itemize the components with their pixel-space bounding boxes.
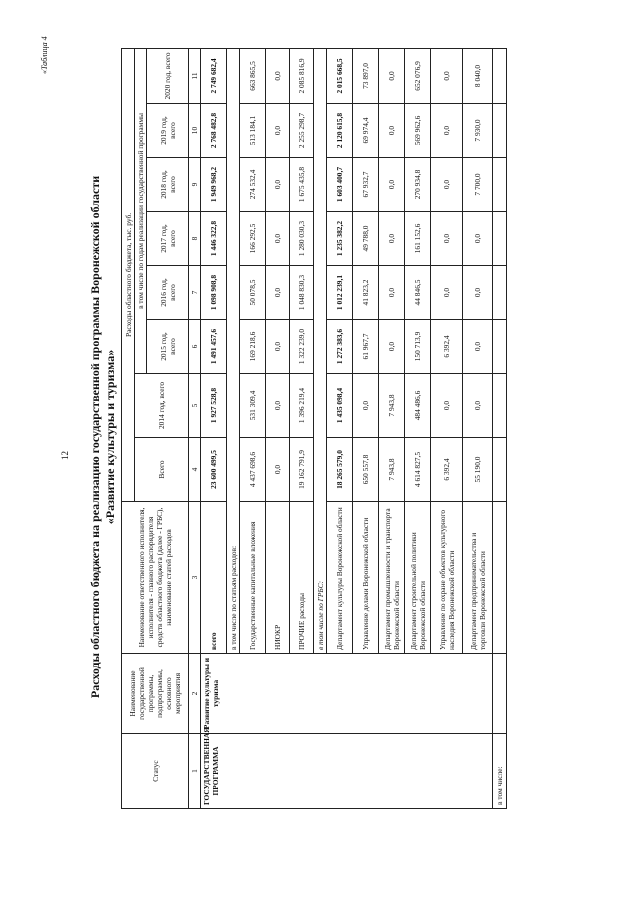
column-index: 2: [189, 654, 201, 734]
header-2017: 2017 год, всего: [147, 212, 189, 266]
row-name: в том числе по ГРБС:: [314, 48, 327, 653]
value-cell: 1 675 435,8: [290, 158, 314, 212]
value-cell: 1 927 528,8: [201, 374, 227, 438]
value-cell: 69 974,4: [353, 104, 379, 158]
page-title: Расходы областного бюджета на реализацию государственной программы Воронежской области: [88, 175, 102, 699]
column-index: 4: [189, 438, 201, 502]
empty-cell: [493, 48, 507, 103]
value-cell: 49 788,0: [353, 212, 379, 266]
header-2016: 2016 год, всего: [147, 266, 189, 320]
row-name: Департамент культуры Воронежской области: [327, 502, 353, 654]
value-cell: 4 437 698,6: [240, 438, 266, 502]
value-cell: 531 309,4: [240, 374, 266, 438]
empty-cell: [493, 212, 507, 266]
table-label: «Таблица 4: [40, 36, 49, 74]
table-row: [493, 48, 507, 808]
empty-cell: [493, 502, 507, 654]
empty-cell: [493, 158, 507, 212]
row-name: Департамент промышленности и транспорта Воронежской области: [379, 502, 405, 654]
value-cell: 2 015 668,5: [327, 48, 353, 103]
value-cell: 1 235 382,2: [327, 212, 353, 266]
value-cell: 0,0: [379, 320, 405, 374]
header-2014: 2014 год, всего: [135, 374, 189, 438]
value-cell: 41 823,2: [353, 266, 379, 320]
value-cell: 652 076,9: [405, 48, 431, 103]
value-cell: 0,0: [266, 438, 290, 502]
value-cell: 7 943,8: [379, 438, 405, 502]
column-index: 5: [189, 374, 201, 438]
value-cell: 1 446 322,8: [201, 212, 227, 266]
value-cell: 1 603 400,7: [327, 158, 353, 212]
empty-cell: [493, 654, 507, 734]
value-cell: 0,0: [266, 48, 290, 103]
value-cell: 270 934,8: [405, 158, 431, 212]
column-index: 1: [189, 734, 201, 809]
value-cell: 7 700,0: [463, 158, 493, 212]
value-cell: 7 930,0: [463, 104, 493, 158]
header-2018: 2018 год, всего: [147, 158, 189, 212]
value-cell: 7 943,8: [379, 374, 405, 438]
row-name: Управление делами Воронежской области: [353, 502, 379, 654]
value-cell: 19 162 791,9: [290, 438, 314, 502]
column-index: 6: [189, 320, 201, 374]
value-cell: 0,0: [431, 104, 463, 158]
value-cell: 0,0: [463, 212, 493, 266]
value-cell: 1 396 219,4: [290, 374, 314, 438]
value-cell: 50 078,5: [240, 266, 266, 320]
value-cell: 569 962,6: [405, 104, 431, 158]
header-program-name: Наименование государственной программы, подпрограммы, основного мероприятия: [122, 654, 189, 734]
value-cell: 650 557,8: [353, 438, 379, 502]
row-name: ПРОЧИЕ расходы: [290, 502, 314, 654]
value-cell: 0,0: [379, 212, 405, 266]
value-cell: 1 322 239,0: [290, 320, 314, 374]
value-cell: 44 846,5: [405, 266, 431, 320]
value-cell: 1 280 030,3: [290, 212, 314, 266]
value-cell: 484 486,6: [405, 374, 431, 438]
value-cell: 2 768 482,8: [201, 104, 227, 158]
value-cell: 166 292,5: [240, 212, 266, 266]
header-2019: 2019 год, всего: [147, 104, 189, 158]
value-cell: 2 120 615,8: [327, 104, 353, 158]
status-cell: ГОСУДАРСТВЕННАЯ ПРОГРАММА: [201, 734, 493, 809]
value-cell: 1 491 457,6: [201, 320, 227, 374]
header-2020: 2020 год, всего: [147, 48, 189, 103]
empty-cell: [493, 374, 507, 438]
value-cell: 513 184,1: [240, 104, 266, 158]
header-2015: 2015 год, всего: [147, 320, 189, 374]
column-index: 3: [189, 502, 201, 654]
empty-cell: [493, 438, 507, 502]
page-subtitle: «Развитие культуры и туризма»: [103, 349, 117, 525]
value-cell: 274 532,4: [240, 158, 266, 212]
value-cell: 0,0: [431, 374, 463, 438]
value-cell: 73 897,0: [353, 48, 379, 103]
value-cell: 0,0: [463, 374, 493, 438]
row-name: Департамент строительной политики Воронежской области: [405, 502, 431, 654]
value-cell: 0,0: [266, 266, 290, 320]
value-cell: 0,0: [431, 266, 463, 320]
column-index: 9: [189, 158, 201, 212]
value-cell: 23 600 499,5: [201, 438, 227, 502]
value-cell: 169 218,6: [240, 320, 266, 374]
value-cell: 0,0: [379, 266, 405, 320]
value-cell: 0,0: [431, 212, 463, 266]
row-name: Департамент предпринимательства и торговли Воронежской области: [463, 502, 493, 654]
expenses-table: [121, 48, 507, 809]
header-executor: Наименование ответственного исполнителя, исполнителя - главного распорядителя средств областного бюджета (далее - ГРБС), наименование статей расходов: [122, 502, 189, 654]
value-cell: 2 085 816,9: [290, 48, 314, 103]
header-expenses-group: Расходы областного бюджета, тыс. руб.: [122, 48, 135, 501]
value-cell: 0,0: [463, 320, 493, 374]
value-cell: 61 967,7: [353, 320, 379, 374]
column-index: 8: [189, 212, 201, 266]
value-cell: 6 392,4: [431, 438, 463, 502]
value-cell: 6 392,4: [431, 320, 463, 374]
row-name: в том числе по статьям расходов:: [227, 48, 240, 653]
header-status: Статус: [122, 734, 189, 809]
value-cell: 0,0: [266, 158, 290, 212]
row-name: всего: [201, 502, 227, 654]
value-cell: 0,0: [431, 158, 463, 212]
header-total: Всего: [135, 438, 189, 502]
row-name: Государственные капитальные вложения: [240, 502, 266, 654]
value-cell: 1 098 908,8: [201, 266, 227, 320]
column-index: 11: [189, 48, 201, 103]
value-cell: 0,0: [353, 374, 379, 438]
program-name-cell: Развитие культуры и туризма: [201, 654, 493, 734]
value-cell: 2 255 298,7: [290, 104, 314, 158]
value-cell: 0,0: [266, 374, 290, 438]
value-cell: 1 012 239,1: [327, 266, 353, 320]
value-cell: 0,0: [379, 158, 405, 212]
value-cell: 1 048 830,3: [290, 266, 314, 320]
header-by-years: в том числе по годам реализации государственной программы: [135, 48, 147, 373]
value-cell: 18 265 579,0: [327, 438, 353, 502]
value-cell: 67 932,7: [353, 158, 379, 212]
value-cell: 0,0: [431, 48, 463, 103]
page-number: 12: [60, 451, 70, 460]
row-name: Управление по охране объектов культурного наследия Воронежской области: [431, 502, 463, 654]
value-cell: 0,0: [379, 104, 405, 158]
value-cell: 0,0: [379, 48, 405, 103]
value-cell: 1 272 383,6: [327, 320, 353, 374]
value-cell: 4 614 827,5: [405, 438, 431, 502]
value-cell: 1 949 968,2: [201, 158, 227, 212]
empty-cell: [493, 266, 507, 320]
value-cell: 8 040,0: [463, 48, 493, 103]
value-cell: 1 435 098,4: [327, 374, 353, 438]
empty-cell: [493, 320, 507, 374]
value-cell: 150 713,9: [405, 320, 431, 374]
empty-cell: [493, 104, 507, 158]
value-cell: 0,0: [266, 212, 290, 266]
footer-note: в том числе:: [493, 734, 507, 809]
column-index-row: [189, 48, 201, 808]
value-cell: 0,0: [266, 320, 290, 374]
value-cell: 55 190,0: [463, 438, 493, 502]
value-cell: 663 865,5: [240, 48, 266, 103]
value-cell: 0,0: [266, 104, 290, 158]
table-row: [201, 48, 227, 808]
column-index: 10: [189, 104, 201, 158]
value-cell: 2 749 682,4: [201, 48, 227, 103]
column-index: 7: [189, 266, 201, 320]
value-cell: 0,0: [463, 266, 493, 320]
value-cell: 161 152,6: [405, 212, 431, 266]
row-name: НИОКР: [266, 502, 290, 654]
